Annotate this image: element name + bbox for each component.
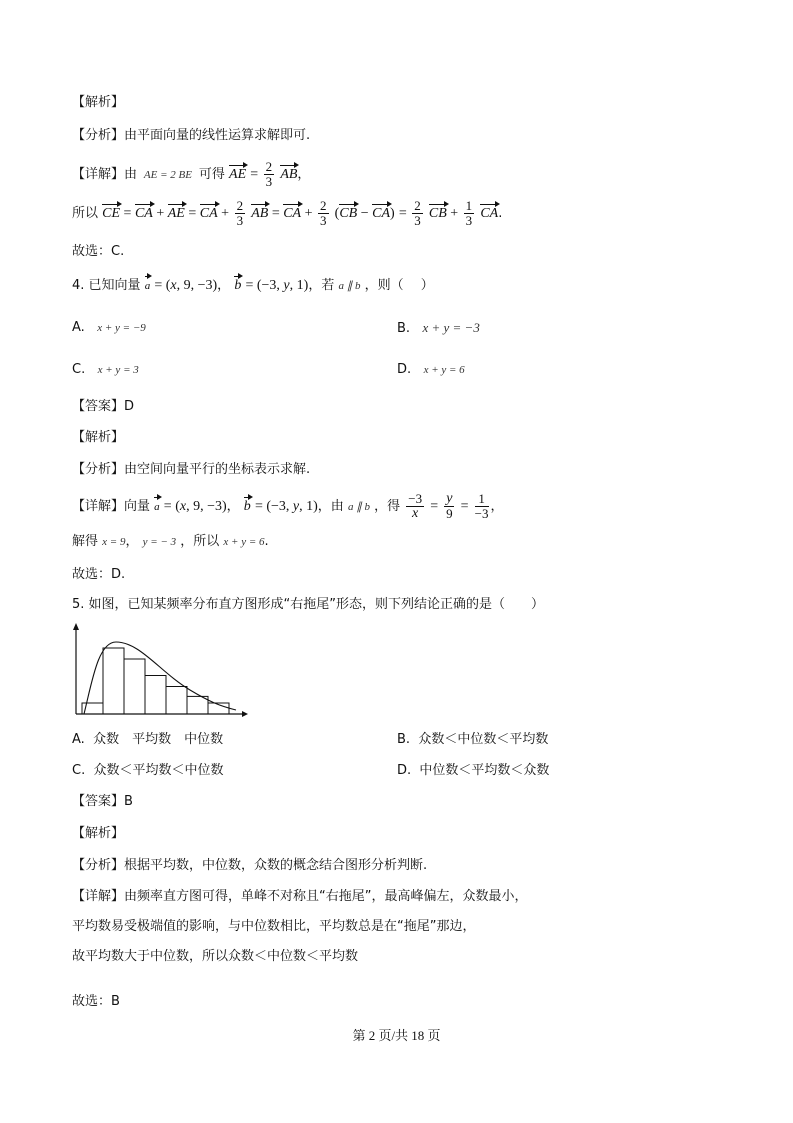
histogram-bar [103, 648, 124, 714]
q5-option-a[interactable]: A. 众数 平均数 中位数 [72, 732, 224, 747]
vector-ae: AE [229, 167, 247, 182]
jiexi-heading-1: 【解析】 [72, 95, 125, 110]
histogram-figure [70, 622, 250, 722]
xiangjie-line-1: 【详解】由 AE = 2 BE 可得 AE = $\frac{2}{3}$ AB， [72, 159, 311, 189]
y-axis-arrow [73, 623, 79, 630]
q5-option-d[interactable]: D. 中位数＜平均数＜众数 [397, 763, 550, 778]
guxuan-line-4: 故选：D. [72, 567, 126, 582]
fraction-2-3: $\frac{2}{3}$ [265, 159, 273, 189]
vector-ab: AB [280, 167, 298, 182]
q4-stem: 4. 已知向量 a = (x, 9, −3)， b = (−3, y, 1)，若 a ∥ b ，则（ ） [72, 278, 434, 293]
q4-option-d[interactable]: D. x + y = 6 [397, 362, 465, 377]
guxuan-line-1: 故选：C. [72, 244, 125, 259]
jiexi-heading-5: 【解析】 [72, 826, 125, 841]
q5-option-c[interactable]: C. 众数＜平均数＜中位数 [72, 763, 224, 778]
fenxi-line-5: 【分析】根据平均数，中位数，众数的概念结合图形分析判断. [72, 858, 428, 873]
guxuan-line-5: 故选：B [72, 994, 120, 1009]
math-ae-2be: AE = 2 BE [141, 169, 195, 181]
histogram-bar [124, 659, 145, 714]
q4-option-a[interactable]: A. x + y = −9 [72, 320, 146, 335]
xiangjie1-prefix: 【详解】由 [72, 167, 138, 182]
jiede-line-4: 解得 x = 9， y = − 3 ，所以 x + y = 6. [72, 534, 269, 549]
fenxi-line-4: 【分析】由空间向量平行的坐标表示求解. [72, 462, 311, 477]
q4-option-c[interactable]: C. x + y = 3 [72, 362, 139, 377]
answer-4: 【答案】D [72, 399, 135, 414]
q4-option-b[interactable]: B. x + y = −3 [397, 320, 480, 336]
xiangjie-line-5b: 平均数易受极端值的影响，与中位数相比，平均数总是在“拖尾”那边， [72, 919, 476, 934]
histogram-bars [82, 648, 229, 714]
answer-5: 【答案】B [72, 794, 133, 809]
histogram-bar [145, 676, 166, 715]
suoyi-line-1: 所以 CE = CA + AE = CA + $\frac{2}{3}$ AB = CA + $\frac{2}{3}$ (CB − CA) = $\frac{2}{3}$ CB + $\frac{1}{3}$ CA. [72, 198, 503, 228]
xiangjie1-mid: 可得 [198, 167, 225, 182]
q5-option-b[interactable]: B. 众数＜中位数＜平均数 [397, 732, 549, 747]
x-axis-arrow [242, 711, 248, 717]
fenxi-line-1: 【分析】由平面向量的线性运算求解即可. [72, 128, 311, 143]
histogram-bar [166, 687, 187, 715]
xiangjie-line-4: 【详解】向量 a = (x, 9, −3)， b = (−3, y, 1)，由 a ∥ b ，得 $\frac{-3}{x}$ = $\frac{y}{9}$ = $\frac{1}{-3}$ ， [72, 491, 504, 521]
q5-stem: 5. 如图，已知某频率分布直方图形成“右拖尾”形态，则下列结论正确的是（ ） [72, 597, 545, 612]
xiangjie-line-5c: 故平均数大于中位数，所以众数＜中位数＜平均数 [72, 949, 359, 964]
xiangjie-line-5a: 【详解】由频率直方图可得，单峰不对称且“右拖尾”，最高峰偏左，众数最小， [72, 889, 528, 904]
jiexi-heading-4: 【解析】 [72, 430, 125, 445]
page-footer: 第 2 页/共 18 页 [352, 1028, 441, 1043]
histogram-bar [187, 696, 208, 714]
suoyi1-label: 所以 [72, 206, 99, 221]
